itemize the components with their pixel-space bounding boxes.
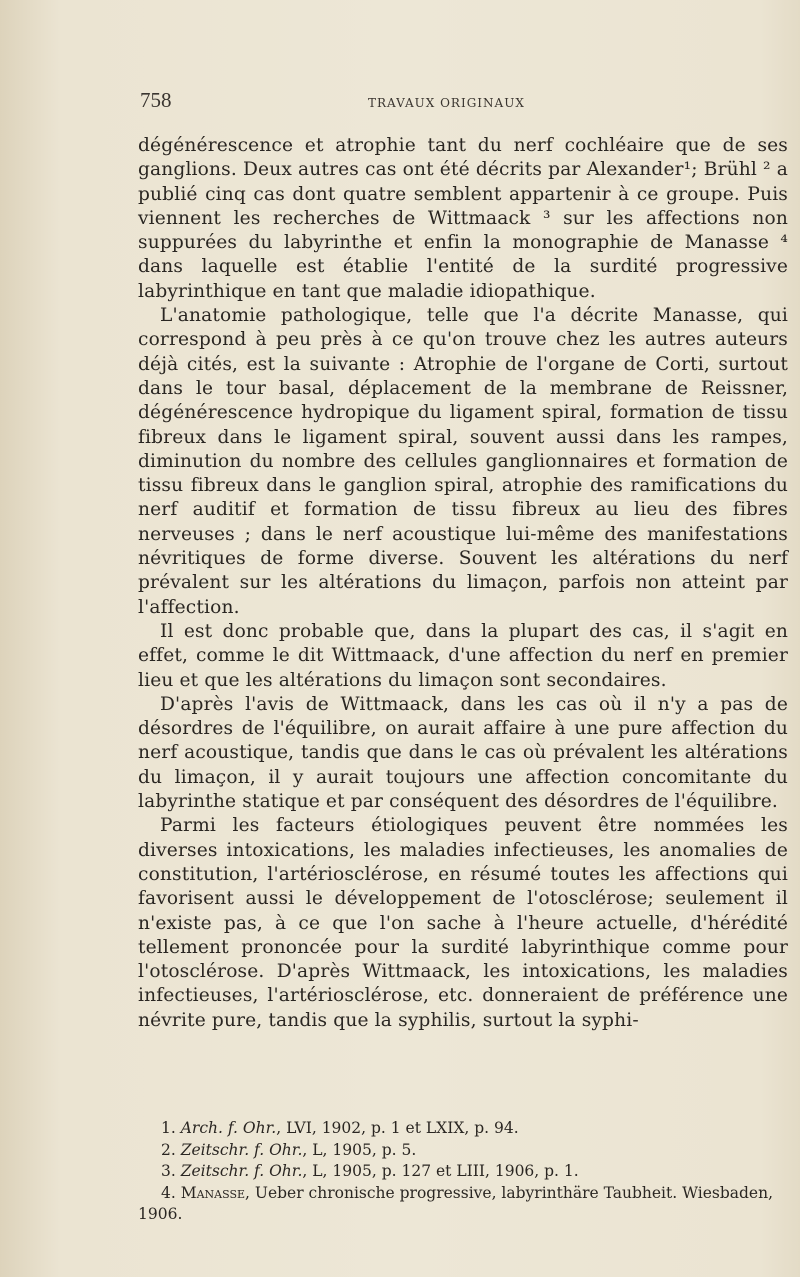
footnote-journal: Zeitschr. f. Ohr. (180, 1140, 303, 1159)
footnote-citation: , LVI, 1902, p. 1 et LXIX, p. 94. (276, 1119, 519, 1137)
footnote-1 (138, 1118, 788, 1140)
running-head: TRAVAUX ORIGINAUX (368, 96, 525, 110)
footnote-4 (138, 1183, 788, 1226)
footnote-2 (138, 1140, 788, 1162)
paragraph-3: Il est donc probable que, dans la plupart des cas, il s'agit en effet, comme le dit Wittmaack, d'une affection du nerf en premier lieu et que les altérations du limaçon sont secondaires. (138, 620, 788, 691)
footnote-journal: Arch. f. Ohr. (180, 1119, 277, 1137)
paragraph-4: D'après l'avis de Wittmaack, dans les cas où il n'y a pas de désordres de l'équilibre, on aurait affaire à une pure affection du nerf acoustique, tandis que dans le cas où prévalent les altérations du limaçon, il y aurait toujours une affection concomitante du labyrinthe statique et par conséquent des désordres de l'équilibre. (138, 693, 788, 813)
page-header (140, 88, 790, 118)
body-text (138, 134, 788, 1033)
footnote-citation: , L, 1905, p. 5. (302, 1140, 417, 1159)
footnote-3 (138, 1161, 788, 1183)
footnote-citation: , L, 1905, p. 127 et LIII, 1906, p. 1. (302, 1162, 579, 1180)
paragraph-1: dégénérescence et atrophie tant du nerf cochléaire que de ses ganglions. Deux autres cas ont été décrits par Alexander¹; Brühl ² a publié cinq cas dont quatre semblent appartenir à ce groupe. Puis viennent les recherches de Wittmaack ³ sur les affections non suppurées du labyrinthe et enfin la monographie de Manasse ⁴ dans laquelle est établie l'entité de la surdité progressive labyrinthique en tant que maladie idiopathique. (138, 135, 788, 302)
footnote-number: 4. (161, 1183, 176, 1202)
footnote-number: 1. (161, 1119, 176, 1137)
footnote-author: Manasse (180, 1183, 246, 1202)
footnotes (138, 1118, 788, 1226)
paragraph-2: L'anatomie pathologique, telle que l'a décrite Manasse, qui correspond à peu près à ce qu'on trouve chez les autres auteurs déjà cités, est la suivante : Atrophie de l'organe de Corti, surtout dans le tour basal, déplacement de la membrane de Reissner, dégénérescence hydropique du ligament spiral, formation de tissu fibreux dans le ligament spiral, souvent aussi dans les rampes, diminution du nombre des cellules ganglionnaires et formation de tissu fibreux dans le ganglion spiral, atrophie des ramifications du nerf auditif et formation de tissu fibreux au lieu des fibres nerveuses ; dans le nerf acoustique lui-même des manifestations névritiques de forme diverse. Souvent les altérations du nerf prévalent sur les altérations du limaçon, parfois non atteint par l'affection. (138, 305, 788, 618)
footnote-number: 2. (161, 1140, 176, 1159)
footnote-number: 3. (161, 1162, 176, 1180)
paragraph-5: Parmi les facteurs étiologiques peuvent être nommées les diverses intoxications, les maladies infectieuses, les anomalies de constitution, l'artériosclérose, en résumé toutes les affections qui favorisent aussi le développement de l'otosclérose; seulement il n'existe pas, à ce que l'on sache à l'heure actuelle, d'hérédité tellement prononcée pour la surdité labyrinthique comme pour l'otosclérose. D'après Wittmaack, les intoxications, les maladies infectieuses, l'artériosclérose, etc. donneraient de préférence une névrite pure, tandis que la syphilis, surtout la syphi- (138, 815, 788, 1031)
page-number: 758 (140, 88, 172, 112)
footnote-citation: , Ueber chronische progressive, labyrinthäre Taubheit. Wiesbaden, 1906. (138, 1183, 774, 1223)
footnote-journal: Zeitschr. f. Ohr. (180, 1162, 303, 1180)
